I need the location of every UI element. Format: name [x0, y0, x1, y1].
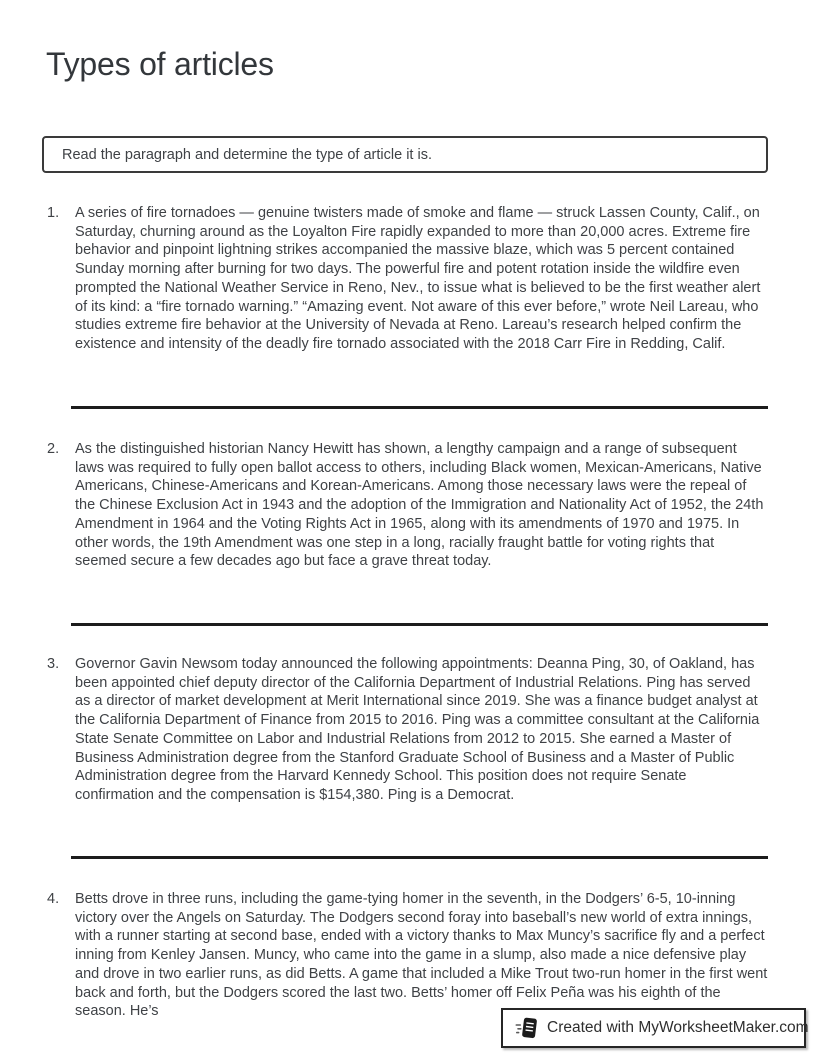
worksheet-maker-logo-icon: [515, 1016, 538, 1041]
answer-line: [71, 406, 768, 409]
badge-label: Created with MyWorksheetMaker.com: [547, 1019, 809, 1036]
question-2: [47, 440, 769, 571]
instruction-box: [42, 136, 768, 173]
instruction-text: Read the paragraph and determine the type of article it is.: [62, 146, 432, 163]
question-number: 3.: [47, 656, 60, 672]
question-number: 2.: [47, 441, 60, 457]
worksheet-maker-badge[interactable]: [501, 1008, 809, 1048]
page-title: Types of articles: [46, 46, 274, 82]
question-4: [47, 890, 769, 1021]
question-3: [47, 655, 769, 805]
question-1: [47, 204, 769, 354]
answer-line: [71, 623, 768, 626]
question-text: A series of fire tornadoes — genuine twisters made of smoke and flame — struck Lassen County, Calif., on Saturday, churning around as the Loyalton Fire rapidly expanded to more than 20,000 acres. Extreme fire behavior and pinpoint lightning strikes accompanied the massive blaze, which was 5 percent contained Sunday morning after burning for two days. The powerful fire and potent rotation inside the wildfire even prompted the National Weather Service in Reno, Nev., to issue what is believed to be the first weather alert of its kind: a “fire tornado warning.” “Amazing event. Not aware of this ever before,” wrote Neil Lareau, who studies extreme fire behavior at the University of Nevada at Reno. Lareau’s research helped confirm the existence and intensity of the deadly fire tornado associated with the 2018 Carr Fire in Redding, Calif.: [75, 205, 761, 352]
question-number: 1.: [47, 205, 60, 221]
question-text: Governor Gavin Newsom today announced the following appointments: Deanna Ping, 30, of Oakland, has been appointed chief deputy director of the California Department of Industrial Relations. Ping has served as a director of market development at Merit International since 2019. She was a finance budget analyst at the California Department of Finance from 2015 to 2016. Ping was a committee consultant at the California State Senate Committee on Labor and Industrial Relations from 2012 to 2015. She earned a Master of Business Administration degree from the Stanford Graduate School of Business and a Master of Public Administration degree from the Harvard Kennedy School. This position does not require Senate confirmation and the compensation is $154,380. Ping is a Democrat.: [75, 656, 760, 803]
question-text: Betts drove in three runs, including the game-tying homer in the seventh, in the Dodgers’ 6-5, 10-inning victory over the Angels on Saturday. The Dodgers second foray into baseball’s new world of extra innings, with a runner starting at second base, ended with a victory thanks to Max Muncy’s sacrifice fly and a perfect inning from Kenley Jansen. Muncy, who came into the game in a slump, also made a nice defensive play and drove in two earlier runs, as did Betts. A game that included a Mike Trout two-run homer in the first went back and forth, but the Dodgers scored the last two. Betts’ homer off Felix Peña was his eighth of the season. He’s: [75, 891, 768, 1020]
question-number: 4.: [47, 891, 60, 907]
question-text: As the distinguished historian Nancy Hewitt has shown, a lengthy campaign and a range of subsequent laws was required to fully open ballot access to others, including Black women, Mexican-Americans, Native Americans, Chinese-Americans and Korean-Americans. Among those necessary laws were the repeal of the Chinese Exclusion Act in 1943 and the adoption of the Immigration and Nationality Act of 1952, the 24th Amendment in 1964 and the Voting Rights Act in 1965, along with its amendments of 1970 and 1975. In other words, the 19th Amendment was one step in a long, racially fraught battle for voting rights that seemed secure a few decades ago but face a grave threat today.: [75, 441, 764, 570]
answer-line: [71, 856, 768, 859]
